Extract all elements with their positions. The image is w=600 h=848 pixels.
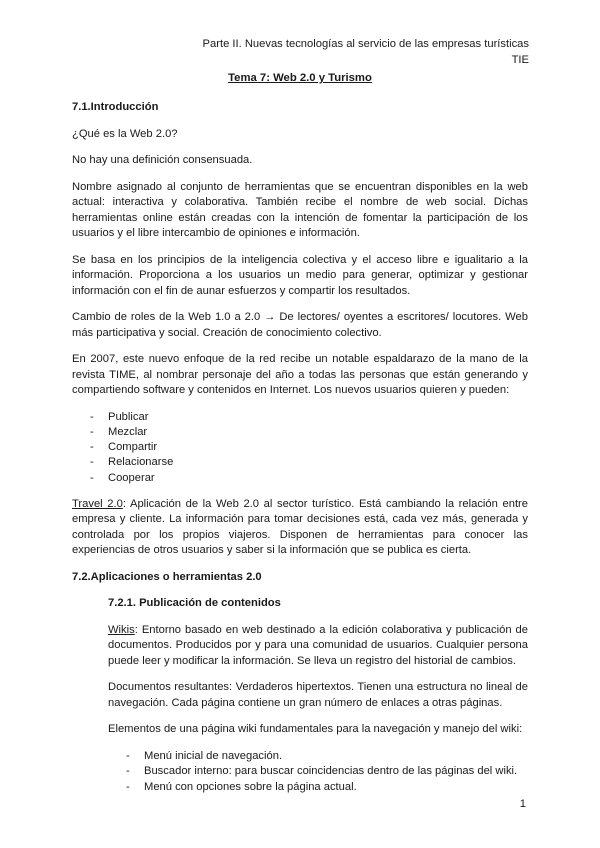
document-body [72,100,528,806]
list-item: - Buscador interno: para buscar coincidencias dentro de las páginas del wiki. [72,764,528,779]
paragraph-travel [72,497,528,559]
paragraph-roles: Cambio de roles de la Web 1.0 a 2.0 → De lectores/ oyentes a escritores/ locutores. Web más participativa y social. Creación de conocimiento colectivo. [72,311,528,339]
paragraph-question: ¿Qué es la Web 2.0? [72,127,178,140]
list-item: - Menú con opciones sobre la página actual. [72,780,528,795]
paragraph-wikis [108,623,528,670]
travel-term: Travel 2.0 [72,497,123,510]
users-can-list [72,410,528,486]
list-item: - Publicar [72,410,528,425]
list-item: - Relacionarse [72,455,528,470]
list-item: - Compartir [72,440,528,455]
paragraph-time: En 2007, este nuevo enfoque de la red recibe un notable espaldarazo de la mano de la revista TIME, al nombrar personaje del año a todas las personas que están generando y compartiendo software y contenidos en Internet. Los nuevos usuarios quieren y pueden: [72,353,528,396]
paragraph-principles: Se basa en los principios de la inteligencia colectiva y el acceso libre e igualitario a la información. Proporciona a los usuarios un medio para generar, optimizar y gestionar información con el fin de aunar esfuerzos y compartir los resultados. [72,253,528,297]
paragraph-name: Nombre asignado al conjunto de herramientas que se encuentran disponibles en la web actual: interactiva y colaborativa. También recibe el nombre de web social. Dichas herramientas online están creadas con la intención de fomentar la participación de los usuarios y el libre intercambio de opiniones e información. [72,180,528,239]
subsection-heading-publication: 7.2.1. Publicación de contenidos [108,597,281,610]
paragraph-definition: No hay una definición consensuada. [72,154,253,166]
wiki-elements-list [72,749,528,795]
list-item: - Cooperar [72,471,528,486]
wikis-term: Wikis [108,623,135,636]
list-item: - Menú inicial de navegación. [72,749,528,764]
header-line-2: TIE [511,54,529,66]
section-heading-intro: 7.1.Introducción [72,101,159,113]
running-header [203,36,529,68]
wikis-definition: : Entorno basado en web destinado a la edición colaborativa y publicación de documentos. Producidos por y para una comunidad de usuarios. Cualquier persona puede leer y modificar la información. Se lleva un registro del historial de cambios. [108,623,528,667]
page-number: 1 [519,798,526,810]
header-line-1: Parte II. Nuevas tecnologías al servicio de las empresas turísticas [202,38,529,50]
travel-definition: : Aplicación de la Web 2.0 al sector turístico. Está cambiando la relación entre empresa y cliente. La información para tomar decisiones está, cada vez más, generada y controlada por los propios viajeros. Disponen de herramientas para conocer las experiencias de otros usuarios y saber si la información que se publica es cierta. [72,497,528,557]
paragraph-elements: Elementos de una página wiki fundamentales para la navegación y manejo del wiki: [108,723,523,736]
section-heading-applications: 7.2.Aplicaciones o herramientas 2.0 [72,570,262,583]
paragraph-documents: Documentos resultantes: Verdaderos hipertextos. Tienen una estructura no lineal de navegación. Cada página contiene un gran número de enlaces a otras páginas. [108,681,528,709]
list-item: - Mezclar [72,425,528,440]
page-title: Tema 7: Web 2.0 y Turismo [228,72,372,84]
